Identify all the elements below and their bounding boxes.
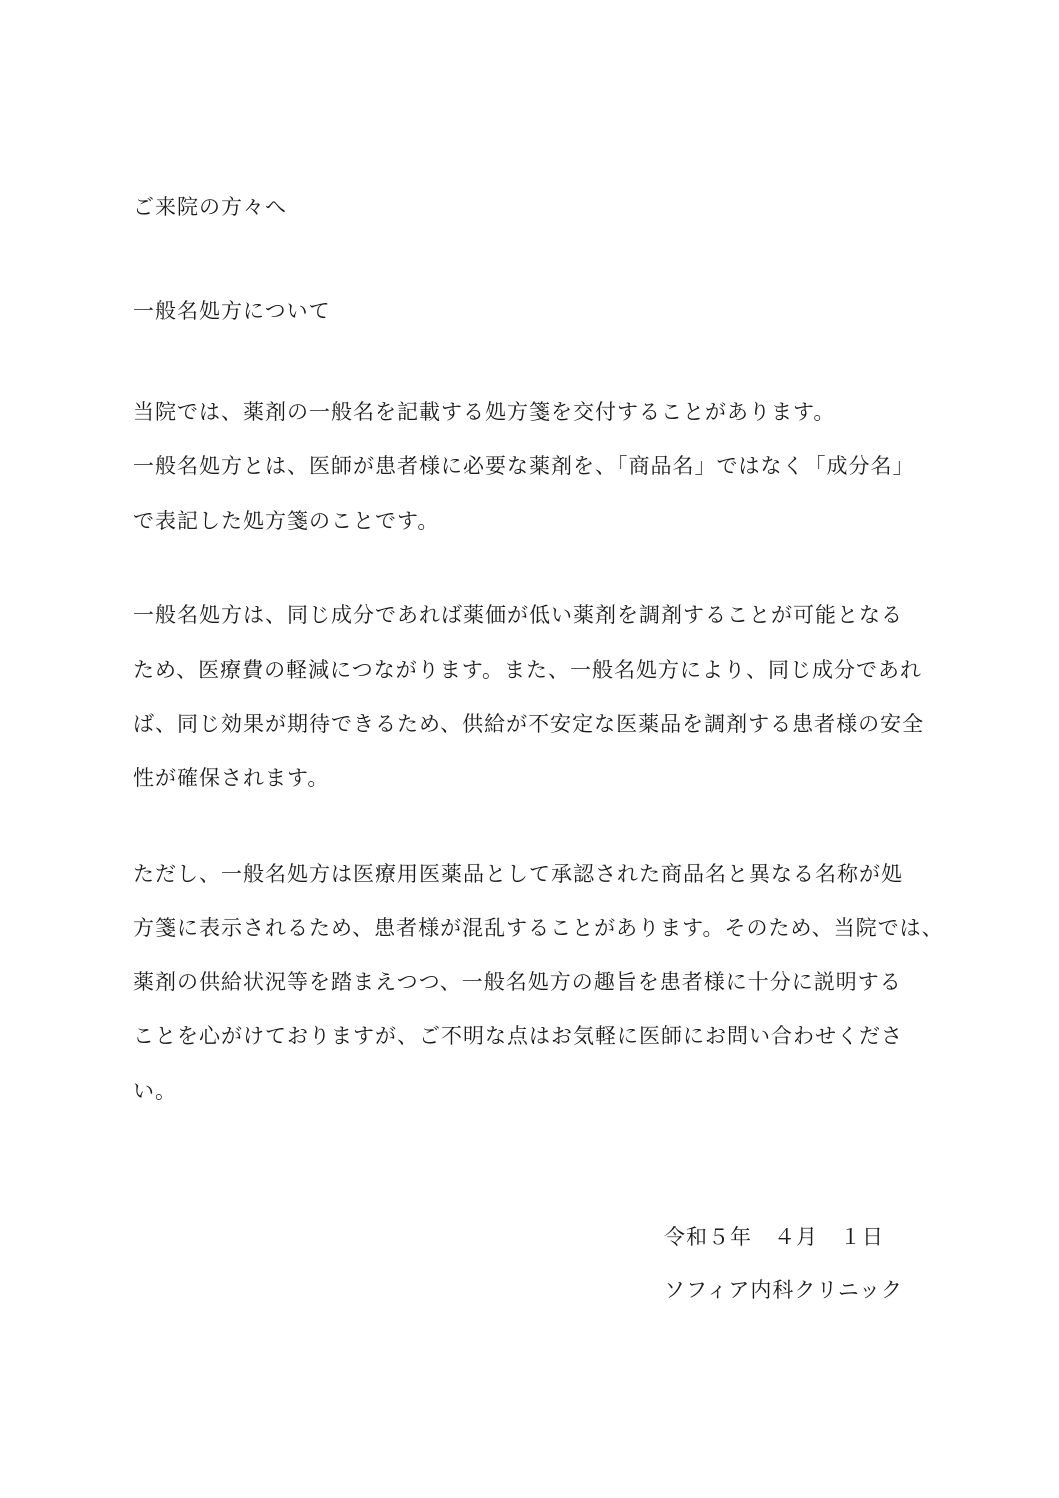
paragraph-line: い。 xyxy=(133,1079,177,1103)
paragraph-line: 性が確保されます。 xyxy=(133,766,330,790)
paragraph-line: 方箋に表示されるため、患者様が混乱することがあります。そのため、当院では、 xyxy=(133,916,944,940)
paragraph-line: ただし、一般名処方は医療用医薬品として承認された商品名と異なる名称が処 xyxy=(133,862,903,886)
paragraph-line: ことを心がけておりますが、ご不明な点はお気軽に医師にお問い合わせくださ xyxy=(133,1024,903,1048)
clinic-name: ソフィア内科クリニック xyxy=(664,1278,904,1302)
paragraph-line: ば、同じ効果が期待できるため、供給が不安定な医薬品を調剤する患者様の安全 xyxy=(133,712,925,736)
salutation: ご来院の方々へ xyxy=(133,195,287,219)
paragraph-line: 一般名処方とは、医師が患者様に必要な薬剤を、「商品名」ではなく「成分名」 xyxy=(133,454,915,478)
paragraph-line: 当院では、薬剤の一般名を記載する処方箋を交付することがあります。 xyxy=(133,400,836,424)
paragraph-line: で表記した処方箋のことです。 xyxy=(133,509,440,533)
issue-date: 令和５年 ４月 １日 xyxy=(664,1225,884,1249)
document-subject: 一般名処方について xyxy=(133,299,331,323)
paragraph-line: ため、医療費の軽減につながります。また、一般名処方により、同じ成分であれ xyxy=(133,658,923,682)
paragraph-line: 薬剤の供給状況等を踏まえつつ、一般名処方の趣旨を患者様に十分に説明する xyxy=(133,970,902,994)
paragraph-line: 一般名処方は、同じ成分であれば薬価が低い薬剤を調剤することが可能となる xyxy=(133,603,903,627)
